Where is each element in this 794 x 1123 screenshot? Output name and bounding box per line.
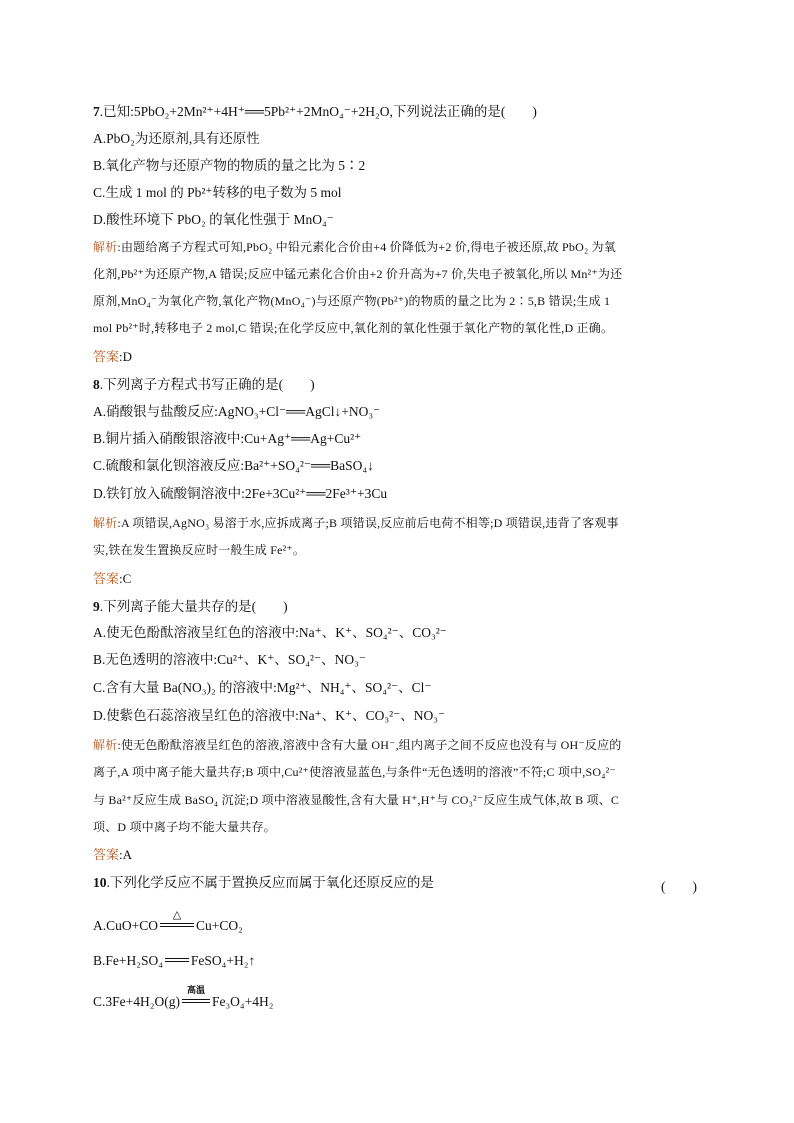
analysis-line: 实,铁在发生置换反应时一般生成 Fe²⁺。 [93, 543, 306, 557]
analysis-line: 项、D 项中离子均不能大量共存。 [93, 820, 276, 834]
option: D.酸性环境下 PbO₂ 的氧化性强于 MnO₄⁻ [93, 212, 334, 227]
question-number: 8 [93, 377, 100, 392]
option: A.使无色酚酞溶液呈红色的溶液中:Na⁺、K⁺、SO₄²⁻、CO₃²⁻ [93, 625, 447, 640]
option: A.PbO₂为还原剂,具有还原性 [93, 131, 260, 146]
analysis-line: 化剂,Pb²⁺为还原产物,A 错误;反应中锰元素化合价由+2 价升高为+7 价,失电子被氧化,所以 Mn²⁺为还 [93, 267, 623, 281]
option: A.硝酸银与盐酸反应:AgNO₃+Cl⁻══AgCl↓+NO₃⁻ [93, 404, 381, 419]
option: C.生成 1 mol 的 Pb²⁺转移的电子数为 5 mol [93, 185, 342, 200]
answer-label: 答案 [93, 349, 120, 364]
option: B.铜片插入硝酸银溶液中:Cu+Ag⁺══Ag+Cu²⁺ [93, 431, 362, 446]
analysis-line: 解析:由题给离子方程式可知,PbO₂ 中铅元素化合价由+4 价降低为+2 价,得电子被还原,故 PbO₂ 为氧 [93, 240, 616, 254]
analysis-line: mol Pb²⁺时,转移电子 2 mol,C 错误;在化学反应中,氧化剂的氧化性强于氧化产物的氧化性,D 正确。 [93, 321, 614, 335]
analysis-line: 解析:A 项错误,AgNO₃ 易溶于水,应拆成离子;B 项错误,反应前后电荷不相等;D 项错误,违背了客观事 [93, 516, 619, 530]
question-number: 10 [93, 875, 107, 890]
reaction-arrow [163, 953, 191, 969]
question-8-stem: 8.下列离子方程式书写正确的是( ) [93, 377, 315, 392]
analysis-line: 与 Ba²⁺反应生成 BaSO₄ 沉淀;D 项中溶液显酸性,含有大量 H⁺,H⁺与 CO₃²⁻反应生成气体,故 B 项、C [93, 793, 620, 807]
option: B.无色透明的溶液中:Cu²⁺、K⁺、SO₄²⁻、NO₃⁻ [93, 652, 366, 667]
option: B.Fe+H₂SO₄ FeSO₄+H₂↑ [93, 953, 256, 968]
answer: 答案:A [93, 847, 133, 862]
option: C.硫酸和氯化钡溶液反应:Ba²⁺+SO₄²⁻══BaSO₄↓ [93, 458, 374, 473]
analysis-line: 解析:使无色酚酞溶液呈红色的溶液,溶液中含有大量 OH⁻,组内离子之间不反应也没有与 OH⁻反应的 [93, 738, 622, 752]
question-7-stem: 7.已知:5PbO₂+2Mn²⁺+4H⁺══5Pb²⁺+2MnO₄⁻+2H₂O,下列说法正确的是( ) [93, 104, 537, 119]
question-10-stem: 10.下列化学反应不属于置换反应而属于氧化还原反应的是 [93, 875, 434, 890]
question-number: 9 [93, 599, 100, 614]
reaction-arrow [158, 909, 196, 934]
option: A.CuO+CO △ Cu+CO₂ [93, 909, 243, 933]
question-number: 7 [93, 104, 100, 119]
answer: 答案:C [93, 571, 132, 586]
answer-bracket: ( ) [661, 879, 697, 894]
answer-label: 答案 [93, 571, 120, 586]
option: C.含有大量 Ba(NO₃)₂ 的溶液中:Mg²⁺、NH₄⁺、SO₄²⁻、Cl⁻ [93, 680, 432, 695]
answer: 答案:D [93, 349, 133, 364]
reaction-arrow [180, 985, 212, 1010]
option: D.使紫色石蕊溶液呈红色的溶液中:Na⁺、K⁺、CO₃²⁻、NO₃⁻ [93, 708, 446, 723]
option: C.3Fe+4H₂O(g) 高温 Fe₃O₄+4H₂ [93, 994, 273, 1010]
analysis-line: 离子,A 项中离子能大量共存;B 项中,Cu²⁺使溶液显蓝色,与条件“无色透明的溶液”不符;C 项中,SO₄²⁻ [93, 765, 616, 779]
analysis-label: 解析 [93, 240, 118, 254]
condition-label: 高温 [186, 985, 205, 995]
analysis-label: 解析 [93, 516, 118, 530]
option: D.铁钉放入硫酸铜溶液中:2Fe+3Cu²⁺══2Fe³⁺+3Cu [93, 486, 388, 501]
option: B.氧化产物与还原产物的物质的量之比为 5∶2 [93, 158, 366, 173]
analysis-line: 原剂,MnO₄⁻为氧化产物,氧化产物(MnO₄⁻)与还原产物(Pb²⁺)的物质的量之比为 2∶5,B 错误;生成 1 [93, 294, 611, 308]
analysis-label: 解析 [93, 738, 118, 752]
condition-label: △ [172, 909, 182, 921]
question-9-stem: 9.下列离子能大量共存的是( ) [93, 599, 288, 614]
answer-label: 答案 [93, 847, 120, 862]
